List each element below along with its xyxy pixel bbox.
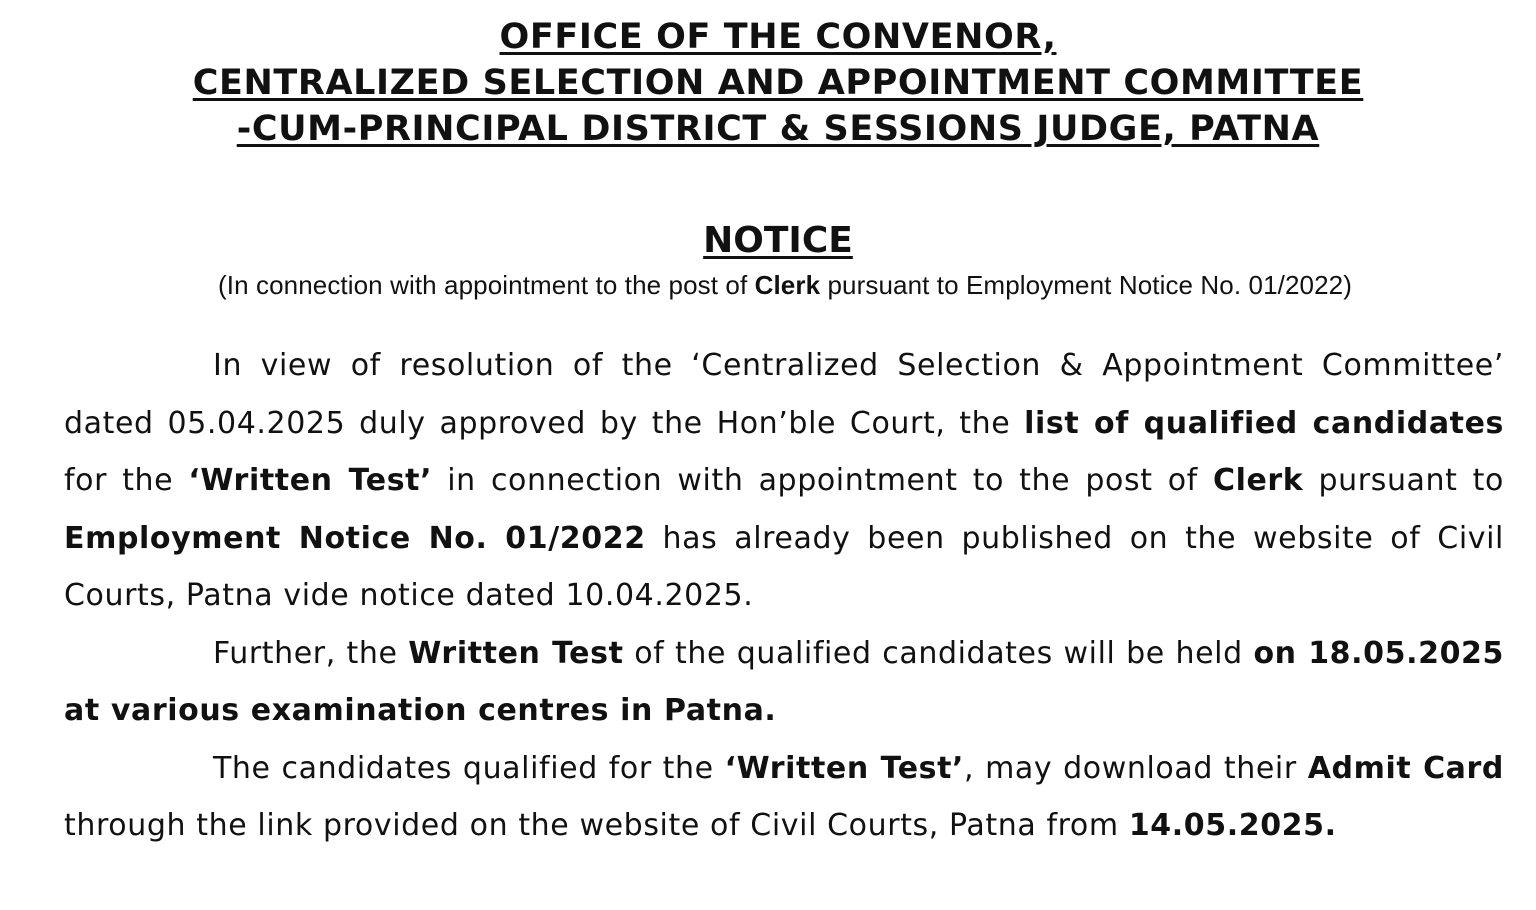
text-segment: Further, the	[213, 635, 409, 671]
text-segment: In view of resolution of the ‘Centralized Selection & Appointment Committee’ dated 05.04.2025 duly approved by the Hon’ble Court, the	[64, 348, 1504, 441]
paragraph-admit-card	[64, 740, 1504, 855]
header-line-judge-text: -CUM-PRINCIPAL DISTRICT & SESSIONS JUDGE, PATNA	[236, 109, 1320, 149]
text-segment-bold: ‘Written Test’	[724, 750, 965, 786]
header-line-committee-text: CENTRALIZED SELECTION AND APPOINTMENT COMMITTEE	[192, 63, 1364, 103]
subtitle-post: Clerk	[754, 270, 821, 300]
text-segment-bold: on 18.05.2025 at various examination centres in Patna.	[64, 635, 1504, 728]
text-segment: through the link provided on the website of Civil Courts, Patna from	[64, 808, 1129, 843]
text-segment-bold: Employment Notice No. 01/2022	[64, 520, 646, 556]
text-segment-bold: Clerk	[1212, 463, 1304, 498]
text-segment-bold: Written Test	[408, 635, 624, 671]
header-line-office-text: OFFICE OF THE CONVENOR,	[499, 17, 1057, 57]
paragraph-written-test-date	[64, 625, 1504, 740]
header-line-committee	[0, 60, 1536, 106]
text-segment: in connection with appointment to the post of	[432, 463, 1213, 498]
text-segment: of the qualified candidates will be held	[623, 635, 1254, 671]
paragraph-resolution	[64, 337, 1504, 625]
text-segment: for the	[64, 463, 189, 498]
subtitle-before: (In connection with appointment to the post of	[218, 270, 755, 300]
text-segment-bold: list of qualified candidates	[1024, 405, 1505, 441]
subtitle-after: pursuant to Employment Notice No. 01/2022)	[820, 270, 1352, 300]
header-line-judge	[0, 106, 1536, 152]
notice-subtitle	[0, 266, 1536, 304]
text-segment: The candidates qualified for the	[213, 750, 725, 786]
text-segment: , may download their	[964, 750, 1308, 786]
text-segment-bold: 14.05.2025.	[1128, 808, 1337, 843]
header-line-office	[0, 14, 1536, 60]
text-segment-bold: ‘Written Test’	[188, 463, 433, 498]
notice-body	[64, 337, 1504, 855]
notice-title-text: NOTICE	[703, 220, 853, 261]
document-header	[0, 14, 1536, 152]
text-segment: has already been published on the website of Civil Courts, Patna vide notice dated 10.04.2025.	[64, 520, 1504, 613]
text-segment: pursuant to	[1303, 463, 1504, 498]
notice-title	[0, 218, 1536, 264]
text-segment-bold: Admit Card	[1307, 750, 1504, 786]
